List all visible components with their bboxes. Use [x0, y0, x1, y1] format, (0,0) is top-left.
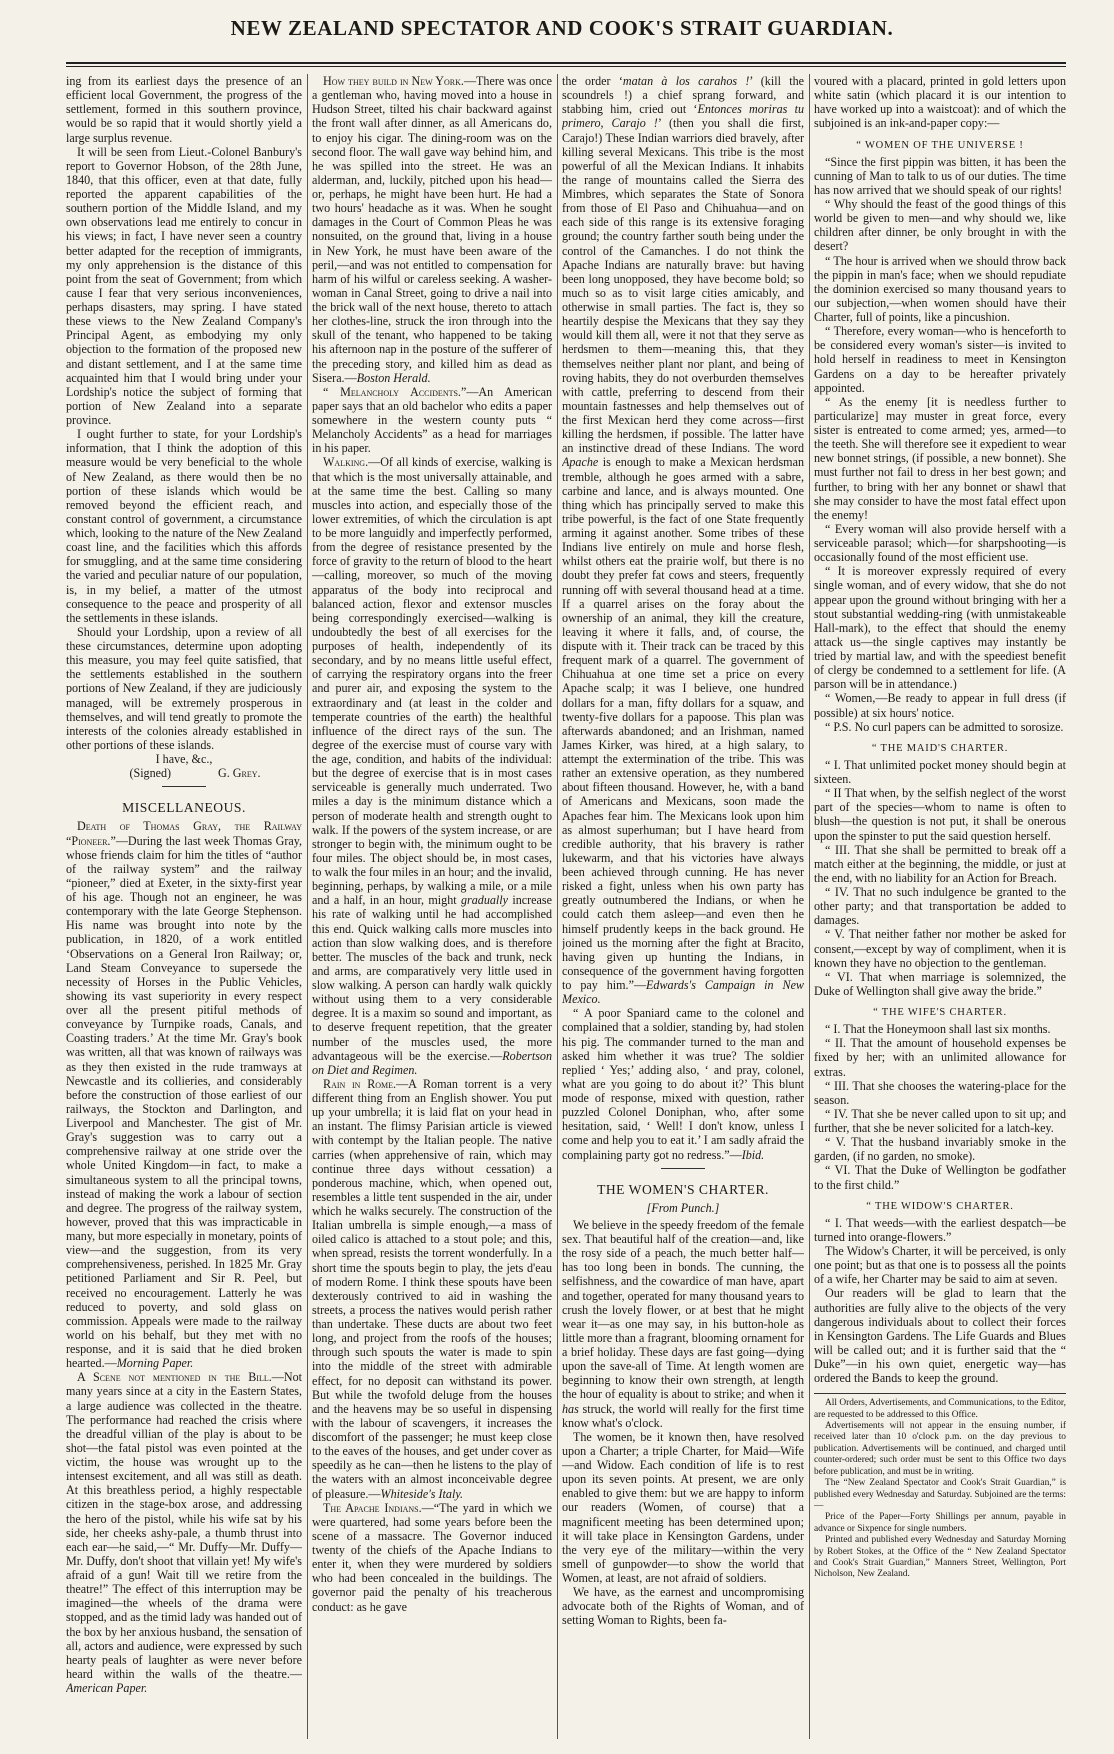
article-source: Boston Herald. [356, 370, 431, 385]
source-attribution: [From Punch.] [646, 1200, 720, 1215]
column-4 [814, 74, 1066, 1739]
article-body: is enough to make a Mexican herdsman tremble, although he goes armed with a sabre, carbine and lance, and is always mounted. One thing which has principally served to make this tribe powerful, is the fact of one State frequently arming it against another. Some tribes of these Indians live entirely on mule and horse flesh, whilst others eat the prairie wolf, but there is no doubt they prefer fat cows and steers, frequently running off with several thousand head at a time. If a quarrel arises on the foray about the ownership of an animal, they kill the creature, leaving it where it falls, and, of course, the dispute with it. Their track can be traced by this frequent mark of a quarrel. The government of Chihuahua at one time set a price on every Apache scalp; it was I believe, one hundred dollars for a man, fifty dollars for a squaw, and twenty-five dollars for a papoose. This plan was afterwards abandoned; and an Irishman, named James Kirker, was hired, at a high salary, to attempt the extermination of the tribe. This was rather an extensive operation, as they numbered about fifteen thousand. However, he, with a band of Americans and Mexicans, soon made the Apaches fear him. The Mexicans look upon him as almost superhuman; but I have heard from credible authority, that his bravery is rather lukewarm, and that his victories have always been achieved through cunning. He has never risked a fight, unless when his own party has greatly outnumbered the Indians, or when he could catch them asleep—and even then he himself prudently keeps in the back ground. He joined us the morning after the fight at Bracito, having given up hunting the Indians, in consequence of the government having forgotten to pay him.”— [562, 455, 804, 992]
section-rule [162, 786, 206, 787]
notice-line: All Orders, Advertisements, and Communications, to the Editor, are requested to be addressed to this Office. [814, 1398, 1066, 1420]
paragraph: “ Therefore, every woman—who is henceforth to be considered every woman's sister—is invited to hold herself in readiness to meet in Kensington Gardens on a day to be hereafter privately appointed. [814, 324, 1066, 395]
charter-point: “ VI. That the Duke of Wellington be godfather to the first child.” [814, 1163, 1066, 1192]
article-lead: The Apache Indians. [323, 1500, 422, 1515]
article-source: American Paper. [66, 1681, 148, 1695]
paragraph: “ It is moreover expressly required of every single woman, and of every widow, that she do not appear upon the ground without bringing with her a stout substantial wedding-ring (with unmistakeable Hall-mark), to the effect that should the enemy attack us—the single captives may instantly be tried by martial law, and with the speediest benefit of clergy be condemned to a settlement for life. (A parson will be in attendance.) [814, 564, 1066, 692]
article-source: Edwards's Campaign in New Mexico. [562, 978, 804, 1007]
notice-line: Printed and published every Wednesday and Saturday Morning by Robert Stokes, at the Office of the “ New Zealand Spectator and Cook's Strait Guardian,” Manners Street, Wellington, Port Nicholson, New Zealand. [814, 1535, 1066, 1580]
column-divider [809, 74, 810, 1739]
article-lead: Rain in Rome. [323, 1076, 397, 1091]
article-emphasis: gradually [460, 893, 509, 908]
article-body: increase his rate of walking until he had accomplished this end. Quick walking calls more muscles into action than slow walking does, and is therefore better. The muscles of the back and trunk, neck and arms, are comparatively very little used in slow walking. A person can hardly walk quickly without using them to a very considerable degree. It is a maxim so sound and important, as to deserve frequent repetition, that the greater number of the muscles used, the more advantageous will be the exercise.— [312, 893, 552, 1063]
article-body: ’ (kill the scoundrels !) a chief sprang forward, and stabbing him, cried out ‘ [562, 74, 804, 117]
article-spaniard-pig [562, 1006, 804, 1161]
paragraph: We have, as the earnest and uncompromising advocate both of the Rights of Woman, and of setting Woman to Rights, been fa- [562, 1585, 804, 1628]
paragraph: “ The hour is arrived when we should throw back the pippin in man's face; when we should repudiate the dominion exercised so many thousand years to our subjection,—when women should have their Charter, full of points, like a pincushion. [814, 253, 1066, 324]
header-rule [66, 62, 1066, 64]
publisher-notice [814, 1393, 1066, 1581]
subheading-women-of-universe: “ WOMEN OF THE UNIVERSE ! [856, 139, 1024, 151]
charter-point: “ IV. That no such indulgence be granted to the other party; and that transportation be added to damages. [814, 885, 1066, 928]
section-heading-womens-charter: THE WOMEN'S CHARTER. [597, 1181, 769, 1197]
article-source: Ibid. [741, 1147, 765, 1162]
article-source: Morning Paper. [116, 1356, 194, 1371]
article-emphasis: matan à los carahos ! [622, 74, 750, 88]
paragraph: “ P.S. No curl papers can be admitted to sorosize. [825, 719, 1064, 734]
article-apache-continued [562, 74, 804, 1006]
article-emphasis: has [562, 1401, 579, 1416]
paragraph: Should your Lordship, upon a review of all these circumstances, determine upon adopting this measure, you may feel quite satisfied, that the settlements established in the southern portions of New Zealand, if they are judiciously managed, will be extremely prosperous in themselves, and will tend greatly to promote the interests of the colonies already established in other portions of these islands. [66, 624, 302, 752]
charter-point: “ II. That the amount of household expenses be fixed by her; with an unlimited allowance for extras. [814, 1036, 1066, 1079]
article-melancholy-accidents [312, 385, 552, 456]
notice-line: Price of the Paper—Forty Shillings per annum, payable in advance or Sixpence for single numbers. [814, 1512, 1066, 1534]
notice-line: Advertisements will not appear in the ensuing number, if received later than 10 o'clock p.m. on the day previous to publication. Advertisements will be continued, and charged until counter-ordered; such order must be sent to this Office two days before publication, and must be in writing. [814, 1421, 1066, 1477]
closing: I have, &c., [155, 752, 213, 766]
paragraph: ing from its earliest days the presence of an efficient local Government, the progress of the settlement, formed in this southern province, would be so rapid that it would shortly yield a large surplus revenue. [66, 74, 302, 145]
charter-point: “ V. That the husband invariably smoke in the garden, (if no garden, no smoke). [814, 1135, 1066, 1164]
subheading-wifes-charter: “ THE WIFE'S CHARTER. [873, 1007, 1007, 1018]
article-body: We believe in the speedy freedom of the female sex. That beautiful half of the creation—and, like the rosy side of a peach, the much better half—has too long been in bonds. The cunning, the selfishness, and the cowardice of man have, apart and together, operated for many thousand years to crush the lovely flower, or at best that he might wear it—as one may say, in his button-hole as little more than a fragrant, blooming ornament for a brief holiday. These days are fast going—dying upon the save-all of Time. At length women are beginning to know their own strength, at length the hour of equality is about to strike; and when it [562, 1217, 804, 1402]
article-body: —“The yard in which we were quartered, had some years before been the scene of a massacre. The Governor induced twenty of the chiefs of the Apache Indians to enter it, when they were murdered by soldiers who had been concealed in the buildings. The governor paid the penalty of his treacherous conduct: as he gave [312, 1500, 552, 1614]
article-lead: Death of Thomas Gray, the Railway “Pioneer.” [66, 819, 302, 848]
column-divider [307, 74, 308, 1739]
article-lead: A Scene not mentioned in the Bill. [77, 1370, 272, 1385]
column-3 [562, 74, 804, 1739]
charter-point: “ IV. That she be never called upon to sit up; and further, that she be never solicited for a latch-key. [814, 1106, 1066, 1135]
article-lead: Walking. [323, 455, 369, 470]
charter-point: “ III. That she chooses the watering-place for the season. [814, 1078, 1066, 1107]
subheading-widows-charter: “ THE WIDOW'S CHARTER. [866, 1200, 1014, 1212]
section-heading-miscellaneous: MISCELLANEOUS. [122, 800, 246, 816]
article-body: —Of all kinds of exercise, walking is that which is the most universally attainable, and at the same time the best. Calling so many muscles into action, and especially those of the lower extremities, of which the circulation is apt to be more languidly and imperfectly performed, from the degree of resistance presented by the force of gravity to the return of blood to the heart—calling, moreover, so much of the moving apparatus of the body into reciprocal and balanced action, flexor and extensor muscles being correspondingly exercised—walking is undoubtedly the best of all exercises for the purposes of health, independently of its secondary, and by no means little useful effect, of carrying the respiratory organs into the freer and purer air, and exposing the system to the extraordinary and (at least in the colder and temperate countries of the earth) the healthful influence of the direct rays of the sun. The degree of the exercise must of course vary with the age, condition, and habits of the individual: but the degree of exercise that is in most cases serviceable is generally much underrated. Two miles a day is the minimum distance which a person of moderate health and strength ought to walk. If the powers of the system increase, or are stronger to begin with, the minimum ought to be four miles. The object should be, in most cases, to walk the four miles in an hour; and the invalid, beginning, perhaps, by walking a mile, or a mile and a half, in an hour, might [312, 455, 552, 908]
paragraph [562, 1218, 804, 1430]
charter-point: “ I. That unlimited pocket money should begin at sixteen. [814, 757, 1066, 786]
signed-label: (Signed) [129, 766, 172, 781]
paragraph: Our readers will be glad to learn that the authorities are fully alive to the objects of the very dangerous individuals about to collect their forces in Kensington Gardens. The Life Guards and Blues will be called out; and it is further said that the “ Duke”—in his own quiet, energetic way—has ordered the Bands to keep the ground. [814, 1286, 1066, 1386]
article-emphasis: Entonces moriras tu primero, Carajo ! [562, 102, 804, 131]
article-new-york [312, 74, 552, 385]
letter-signoff [66, 752, 302, 780]
article-rain-in-rome [312, 1077, 552, 1501]
charter-point: “ I. That the Honeymoon shall last six months. [825, 1022, 1051, 1037]
article-body: —During the last week Thomas Gray, whose friends claim for him the titles of “author of the railway system” and the railway “pioneer,” died at Exeter, in the sixty-first year of his age. Though not an engineer, he was contemporary with the late George Stephenson. His name was brought into note by the publication, in 1820, of a work entitled ‘Observations on a General Iron Railway; or, Land Steam Conveyance to supersede the necessity of Horses in the Public Vehicles, showing its vast superiority in every respect over all the present pitiful methods of conveyance by Turnpike roads, Canals, and Coasting traders.’ At the time Mr. Gray's book was written, all that was known of railways was as they then existed in the rude tramways at Newcastle and its collieries, and considerably before the construction of those earliest of our railways, the Stockton and Darlington, and Liverpool and Manchester. The gist of Mr. Gray's suggestion was to carry out a comprehensive railway at one stride over the whole United Kingdom—in fact, to make a simultaneous system to all the principal towns, instead of making the work a labour of section and degree. The progress of the railway system, however, proved that this was impracticable in many, but more especially in monetary, points of view—and the suggestion, from its very comprehensiveness, perished. In 1825 Mr. Gray petitioned Parliament and Sir R. Peel, but received no encouragement. Latterly he was reduced to poverty, and sold glass on commission. Appeals were made to the railway world on his behalf, but they met with no response, and it is said that he died broken hearted.— [66, 833, 302, 1371]
article-body: ’ (then you shall die first, Carajo!) These Indian warriors died bravely, after killing several Mexicans. This tribe is the most powerful of all the Mexican Indians. It inhabits the range of mountains called the Sierra des Mimbres, which separates the State of Sonora from those of El Paso and Chihuahua—and on each side of this range is its extensive foraging ground; the country farther south being under the control of the Camanches. I do not think the Apache Indians are naturally brave: but having been long unopposed, they have become bold; so much so as to visit large cities amicably, and otherwise in small parties. The fact is, they so heartily despise the Mexicans that they say they would kill them all, were it not that they serve as herdsmen to them—meaning this, that they themselves neither plant nor plant, and being of roving habits, they do not overburden themselves with cattle, preferring to descend from their mountain fastnesses and help themselves out of the first Mexican herd they come across—first killing the herdsmen, if possible. The latter have an instinctive dread of these Indians. The word [562, 116, 804, 456]
column-divider [557, 74, 558, 1739]
masthead: NEW ZEALAND SPECTATOR AND COOK'S STRAIT GUARDIAN. [230, 16, 894, 40]
notice-line: The “New Zealand Spectator and Cook's Strait Guardian,” is published every Wednesday and Saturday. Subjoined are the terms:— [814, 1478, 1066, 1511]
paragraph: “ Why should the feast of the good things of this world be given to men—and why should we, like children after dinner, be only brought in with the desert? [814, 197, 1066, 254]
paragraph: The women, be it known then, have resolved upon a Charter; a triple Charter, for Maid—Wife—and Widow. Each condition of life is to rest upon its seven points. At present, we are only enabled to give them: but we are happy to inform our readers (Women, of course) that a magnificent meeting has been determined upon; it will take place in Kensington Gardens, under the very eye of the military—within the very smell of gunpowder—to show the world that Women, at least, are not afraid of soldiers. [562, 1429, 804, 1585]
paragraph: The Widow's Charter, it will be perceived, is only one point; but as that one is to possess all the points of a wife, her Charter may be said to aim at seven. [814, 1244, 1066, 1287]
article-body: “ A poor Spaniard came to the colonel and complained that a soldier, standing by, had stolen his pig. The commander turned to the man and asked him whether it was true? The soldier replied ‘ Yes;’ adding also, ‘ and pray, colonel, what are you going to do about it?’ This blunt mode of response, mixed with question, rather puzzled Colonel Doniphan, who, after some hesitation, said, ‘ Well! I don't know, unless I come and help you to eat it.’ I am sadly afraid the complaining party got no redress.”— [562, 1006, 804, 1162]
article-walking [312, 455, 552, 1077]
paragraph: I ought further to state, for your Lordship's information, that I think the adoption of this measure would be very beneficial to the whole of New Zealand, as there would then be no portion of these islands which would be removed beyond the efficient reach, and constant control of government, a circumstance which, looking to the nature of the New Zealand coast line, and the facilities which this affords for smuggling, and at the same time considering the varied and peculiar nature of our population, is, in my belief, a matter of the utmost consequence to the peace and prosperity of all the settlements in these islands. [66, 427, 302, 625]
article-body: —Not many years since at a city in the Eastern States, a large audience was collected in the theatre. The performance had reached the crisis where the dreadful villian of the play is about to be shot—the fatal pistol was even pointed at the victim, the house was wrought up to the intensest excitement, and all was still as death. At this breathless period, a highly respectable citizen in the stage-box arose, and addressing the hero of the pistol, while his wife sat by his side, her cheeks ashy-pale, a thumb thrust into each ear—he said,—“ Mr. Duffy—Mr. Duffy—Mr. Duffy, don't shoot that villain yet! My wife's afraid of a gun! Wait till we retire from the theatre!” The effect of this interruption may be imagined—the wheels of the drama were stopped, and as the timid lady was handed out of the box by her anxious husband, the sensation of all, actors and audience, were expressed by such hearty peals of laughter as were never before heard within the walls of the theatre.— [66, 1370, 302, 1681]
article-source: Whiteside's Italy. [380, 1486, 464, 1501]
charter-point: “ II That when, by the selfish neglect of the worst part of the species—whom to name is often to blush—the question is not put, it shall be onerous upon the spinster to put the said question herself. [814, 786, 1066, 843]
article-thomas-gray [66, 819, 302, 1370]
article-lead: “ Melancholy Accidents.” [323, 384, 467, 399]
article-apache-indians [312, 1501, 552, 1614]
column-2 [312, 74, 552, 1739]
header-rule-thin [66, 66, 1066, 67]
article-source: Robertson on Diet and Regimen. [312, 1048, 552, 1077]
paragraph: “Since the first pippin was bitten, it has been the cunning of Man to talk to us of our duties. The time has now arrived that we should speak of our rights! [814, 154, 1066, 197]
article-body: —An American paper says that an old bachelor who edits a paper somewhere in the western county puts “ Melancholy Accidents” as a head for marriages in his paper. [312, 384, 552, 456]
charter-point: “ I. That weeds—with the earliest despatch—be turned into orange-flowers.” [814, 1215, 1066, 1244]
article-body: struck, the world will really for the first time know what's o'clock. [562, 1401, 804, 1430]
charter-point: “ V. That neither father nor mother be asked for consent,—except by way of compliment, when it is known they have no objection to the gentleman. [814, 927, 1066, 970]
paragraph: “ Every woman will also provide herself with a serviceable parasol; which—for sharpshooting—is occasionally found of the most efficient use. [814, 521, 1066, 565]
paragraph: “ As the enemy [it is needless further to particularize] may muster in great force, every sister is entreated to come armed; yes, armed—to the teeth. She will therefore see it expedient to wear new bonnet strings, (if possible, a new bonnet). She must further not fail to dress in her best gown; and further, to bring with her any bonnet or shawl that she may consider to have the most fatal effect upon the enemy! [814, 394, 1066, 522]
charter-point: “ III. That she shall be permitted to break off a match either at the beginning, the middle, or just at the end, with no liability for an Action for Breach. [814, 842, 1066, 885]
article-emphasis: Apache [562, 455, 599, 470]
charter-point: “ VI. That when marriage is solemnized, the Duke of Wellington shall give away the bride.” [814, 969, 1066, 998]
article-theatre-scene [66, 1370, 302, 1695]
article-body: —A Roman torrent is a very different thing from an English shower. You put up your umbrella; it is laid flat on your head in an instant. The flimsy Parisian article is viewed with contempt by the Italian people. The native carries (when apprehensive of rain, which may continue three days without cessation) a ponderous machine, which, when opened out, resembles a little tent suspended in the air, under which he walks securely. The construction of the Italian umbrella is simple enough,—a mass of oiled calico is attached to a stout pole; and this, when spread, resists the torrent wonderfully. In a short time the spouts begin to play, the jets d'eau of modern Rome. I think these spouts have been dexterously contrived to aid in washing the streets, a process the natives would perish rather than undertake. These ducts are about two feet long, and project from the roofs of the houses; through such spouts the water is made to spin into the middle of the street with admirable effect, for no deposit can withstand its power. But while the twofold deluge from the houses and the heavens may be so useful in dispensing with the labour of scavengers, it increases the discomfort of the passenger; he must keep close to the eaves of the houses, and get under cover as speedily as he can—then he listens to the play of the waters with an almost inconceivable degree of pleasure.— [312, 1076, 552, 1501]
article-body: —There was once a gentleman who, having moved into a house in Hudson Street, tilted his chair backward against the front wall after dinner, as all Americans do, to enjoy his cigar. The dining-room was on the second floor. The wall gave way behind him, and he was spilled into the street. He was an alderman, and, luckily, pitched upon his head—or, perhaps, he might have been hurt. He had a two hours' headache as it was. When he sought damages in the Court of Common Pleas he was nonsuited, on the ground that, living in a house in New York, he must have been aware of the peril,—and was not entitled to compensation for harm of his wilful or careless seeking. A washer-woman in Canal Street, going to drive a nail into the brick wall of the next house, thereto to attach her clothes-line, struck the iron through into the skull of the tenant, who happened to be taking his afternoon nap in the posture of the sufferer of the preceding story, and killed him as dead as Sisera.— [312, 74, 552, 385]
subheading-maids-charter: “ THE MAID'S CHARTER. [871, 742, 1009, 754]
section-rule [661, 1168, 705, 1169]
paragraph: “ Women,—Be ready to appear in full dress (if possible) at six hours' notice. [814, 691, 1066, 720]
signature: G. Grey. [217, 766, 261, 781]
article-body: the order ‘ [562, 74, 623, 88]
paragraph: It will be seen from Lieut.-Colonel Banbury's report to Governor Hobson, of the 28th June, 1840, that this officer, even at that date, fully reported the apparent capabilities of the southern portion of the Middle Island, and my own observations lead me entirely to concur in his views; in fact, I have never seen a country better adapted for the reception of immigrants, my only apprehension is the distance of this point from the seat of Government; from which cause I fear that very serious inconveniences, perhaps disasters, may spring. I have stated these views to the New Zealand Company's Principal Agent, as embodying my only objection to the formation of the proposed new and distant settlement, and I at the same time acquainted him that I would bring under your Lordship's notice the subject of forming that portion of New Zealand into a separate province. [66, 144, 302, 427]
article-lead: How they build in New York. [323, 74, 464, 88]
column-1 [66, 74, 302, 1739]
paragraph: voured with a placard, printed in gold letters upon white satin (which placard it is our intention to have worked up into a waistcoat): and of which the subjoined is an ink-and-paper copy:— [814, 74, 1066, 131]
